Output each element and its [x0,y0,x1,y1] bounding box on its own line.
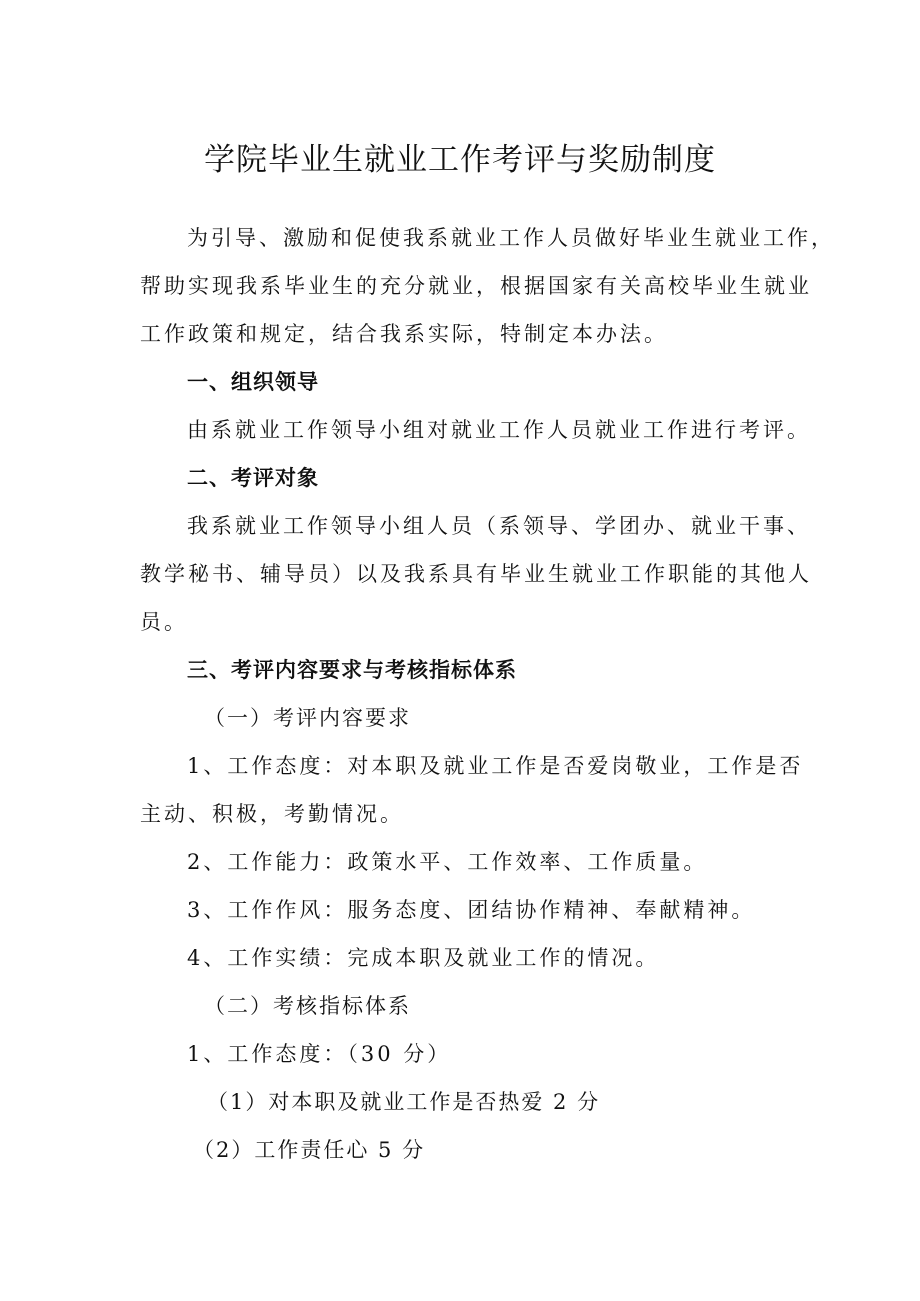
document-title: 学院毕业生就业工作考评与奖励制度 [204,142,716,178]
part-2-heading: （二）考核指标体系 [204,994,411,1018]
part-2-item-1: 1、工作态度：（30 分） [187,1042,452,1066]
part-1-item-4: 4、工作实绩：完成本职及就业工作的情况。 [187,946,660,970]
section-1-body: 由系就业工作领导小组对就业工作人员就业工作进行考评。 [187,418,811,442]
intro-line-3: 工作政策和规定，结合我系实际，特制定本办法。 [140,322,668,346]
part-1-item-1-line-2: 主动、积极，考勤情况。 [140,802,404,826]
section-2-line-2: 教学秘书、辅导员）以及我系具有毕业生就业工作职能的其他人 [140,562,812,586]
section-3-heading: 三、考评内容要求与考核指标体系 [187,658,517,682]
part-1-item-2: 2、工作能力：政策水平、工作效率、工作质量。 [187,850,708,874]
section-2-line-3: 员。 [140,610,188,634]
intro-line-1: 为引导、激励和促使我系就业工作人员做好毕业生就业工作， [187,226,835,250]
section-1-heading: 一、组织领导 [187,370,319,394]
section-2-line-1: 我系就业工作领导小组人员（系领导、学团办、就业干事、 [187,514,811,538]
intro-line-2: 帮助实现我系毕业生的充分就业，根据国家有关高校毕业生就业 [140,274,812,298]
part-1-item-1-line-1: 1、工作态度：对本职及就业工作是否爱岗敬业，工作是否 [187,754,804,778]
part-1-item-3: 3、工作作风：服务态度、团结协作精神、奉献精神。 [187,898,756,922]
part-2-sub-item-2: （2）工作责任心 5 分 [193,1138,426,1162]
part-2-sub-item-1: （1）对本职及就业工作是否热爱 2 分 [207,1090,601,1114]
part-1-heading: （一）考评内容要求 [204,706,411,730]
section-2-heading: 二、考评对象 [187,466,319,490]
